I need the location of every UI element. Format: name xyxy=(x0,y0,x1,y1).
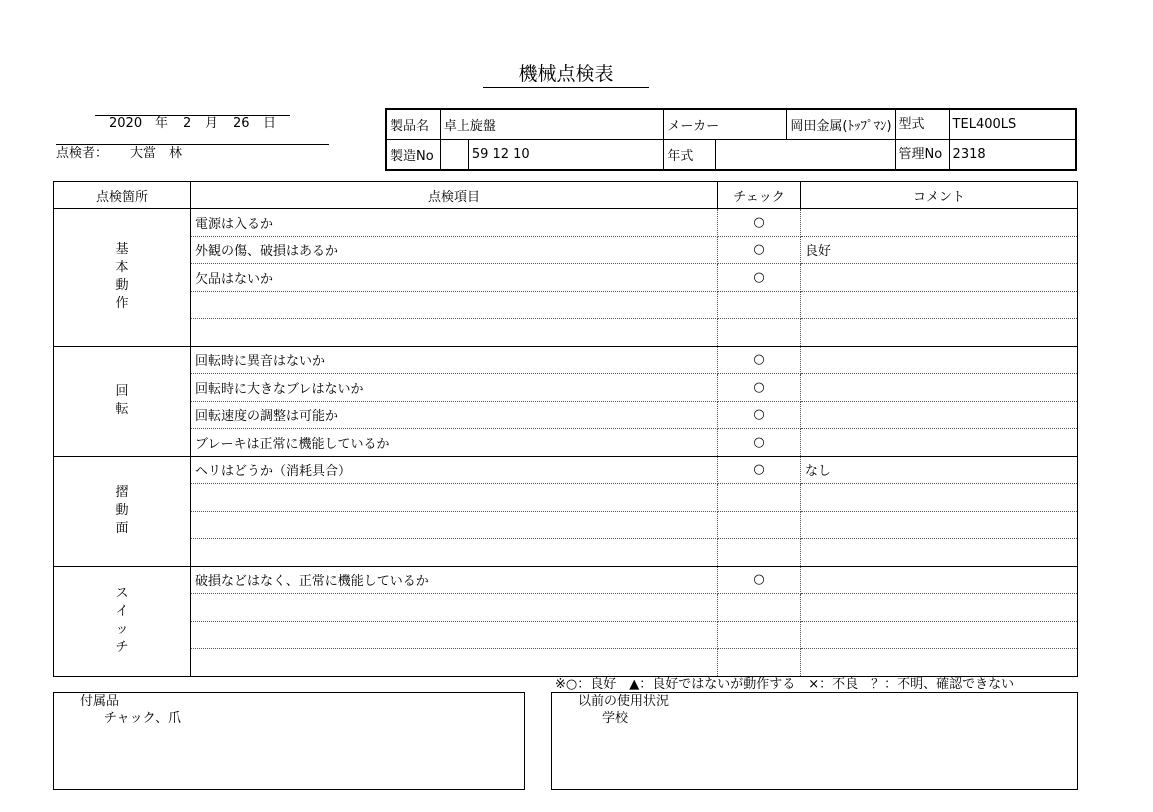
table-row xyxy=(54,374,1078,402)
check-cell: ○ xyxy=(718,566,801,594)
comment-cell xyxy=(801,594,1078,622)
date-month: 2 xyxy=(183,116,192,131)
table-row xyxy=(54,566,1078,594)
item-cell xyxy=(191,484,718,512)
check-cell xyxy=(718,511,801,539)
model-value: TEL400LS xyxy=(952,117,1017,132)
check-cell xyxy=(718,621,801,649)
check-cell: ○ xyxy=(718,429,801,457)
comment-cell xyxy=(801,346,1078,374)
mgmt-row-cell xyxy=(895,140,1076,171)
inspector-name: 大當 林 xyxy=(130,146,183,161)
item-cell xyxy=(191,649,718,677)
table-row xyxy=(54,484,1078,512)
table-row xyxy=(54,264,1078,292)
item-cell: 回転時に異音はないか xyxy=(191,346,718,374)
check-cell: ○ xyxy=(718,374,801,402)
comment-cell xyxy=(801,511,1078,539)
comment-cell xyxy=(801,566,1078,594)
check-cell xyxy=(718,649,801,677)
check-cell: ○ xyxy=(718,236,801,264)
comment-cell xyxy=(801,429,1078,457)
serial-cell xyxy=(440,140,664,171)
item-cell xyxy=(191,319,718,347)
table-row xyxy=(54,291,1078,319)
table-row xyxy=(54,456,1078,484)
maker-value-text: 岡田金属(ﾄｯﾌﾟﾏﾝ) xyxy=(790,119,892,134)
inspection-table xyxy=(53,181,1078,677)
item-cell: 破損などはなく、正常に機能しているか xyxy=(191,566,718,594)
item-cell: ヘリはどうか（消耗具合） xyxy=(191,456,718,484)
header-comment: コメント xyxy=(801,182,1078,209)
maker-value-cell xyxy=(787,109,895,140)
comment-cell xyxy=(801,319,1078,347)
table-row xyxy=(54,236,1078,264)
check-cell xyxy=(718,594,801,622)
section-label-sliding xyxy=(54,456,191,566)
table-row xyxy=(54,594,1078,622)
comment-cell xyxy=(801,539,1078,567)
comment-cell xyxy=(801,621,1078,649)
header-location: 点検箇所 xyxy=(54,182,191,209)
section-label-rotation xyxy=(54,346,191,456)
section-label-text: 基本動作 xyxy=(115,242,129,312)
table-row xyxy=(54,401,1078,429)
table-row xyxy=(54,209,1078,237)
section-label-basic xyxy=(54,209,191,347)
table-row xyxy=(54,621,1078,649)
header-check: チェック xyxy=(718,182,801,209)
item-cell xyxy=(191,539,718,567)
inspection-date xyxy=(95,115,290,131)
section-label-switch xyxy=(54,566,191,676)
table-row xyxy=(54,511,1078,539)
comment-cell: 良好 xyxy=(801,236,1078,264)
item-cell xyxy=(191,621,718,649)
date-year: 2020 xyxy=(109,116,143,131)
header-item: 点検項目 xyxy=(191,182,718,209)
page-title: 機械点検表 xyxy=(483,62,649,88)
check-legend: ※○：良好 ▲：良好ではないが動作する ×：不良 ？：不明、確認できない xyxy=(555,677,1015,692)
comment-cell: なし xyxy=(801,456,1078,484)
check-cell: ○ xyxy=(718,346,801,374)
item-cell: ブレーキは正常に機能しているか xyxy=(191,429,718,457)
accessories-label: 付属品 xyxy=(80,694,120,709)
serial-label: 製造No xyxy=(386,140,440,171)
comment-cell xyxy=(801,209,1078,237)
table-row xyxy=(54,319,1078,347)
table-row xyxy=(54,346,1078,374)
check-cell: ○ xyxy=(718,401,801,429)
section-label-text: スイッチ xyxy=(115,586,129,655)
product-name-value: 卓上旋盤 xyxy=(440,109,664,140)
accessories-value: チャック、爪 xyxy=(104,711,182,726)
mgmt-label: 管理No xyxy=(896,140,950,169)
table-row xyxy=(54,649,1078,677)
item-cell xyxy=(191,291,718,319)
date-month-unit: 月 xyxy=(205,116,219,131)
section-label-text: 摺動面 xyxy=(115,485,129,536)
mgmt-value: 2318 xyxy=(952,147,986,162)
item-cell: 回転速度の調整は可能か xyxy=(191,401,718,429)
comment-cell xyxy=(801,291,1078,319)
model-label: 型式 xyxy=(896,110,950,139)
date-day-unit: 日 xyxy=(263,116,277,131)
check-cell xyxy=(718,319,801,347)
maker-label: メーカー xyxy=(664,109,787,140)
serial-value: 59 12 10 xyxy=(471,147,530,162)
comment-cell xyxy=(801,484,1078,512)
product-name-label: 製品名 xyxy=(386,109,440,140)
item-cell: 欠品はないか xyxy=(191,264,718,292)
previous-use-value: 学校 xyxy=(602,711,629,726)
item-cell xyxy=(191,594,718,622)
year-value xyxy=(716,140,895,171)
comment-cell xyxy=(801,401,1078,429)
check-cell xyxy=(718,291,801,319)
section-label-text: 回転 xyxy=(115,384,129,417)
date-year-unit: 年 xyxy=(155,116,169,131)
inspector-label: 点検者： xyxy=(56,146,109,161)
serial-spacer xyxy=(441,140,469,169)
inspector-field xyxy=(56,144,329,161)
model-row-cell xyxy=(895,109,1076,140)
check-cell: ○ xyxy=(718,456,801,484)
item-cell xyxy=(191,511,718,539)
table-row xyxy=(54,429,1078,457)
check-cell: ○ xyxy=(718,209,801,237)
table-row xyxy=(54,539,1078,567)
year-label: 年式 xyxy=(664,140,716,171)
previous-use-box xyxy=(551,692,1078,790)
previous-use-label: 以前の使用状況 xyxy=(578,694,670,709)
comment-cell xyxy=(801,264,1078,292)
item-cell: 回転時に大きなブレはないか xyxy=(191,374,718,402)
product-info-table xyxy=(385,108,1077,171)
comment-cell xyxy=(801,649,1078,677)
date-day: 26 xyxy=(233,116,250,131)
item-cell: 電源は入るか xyxy=(191,209,718,237)
item-cell: 外観の傷、破損はあるか xyxy=(191,236,718,264)
comment-cell xyxy=(801,374,1078,402)
check-cell xyxy=(718,539,801,567)
check-cell: ○ xyxy=(718,264,801,292)
check-cell xyxy=(718,484,801,512)
accessories-box xyxy=(53,692,525,790)
